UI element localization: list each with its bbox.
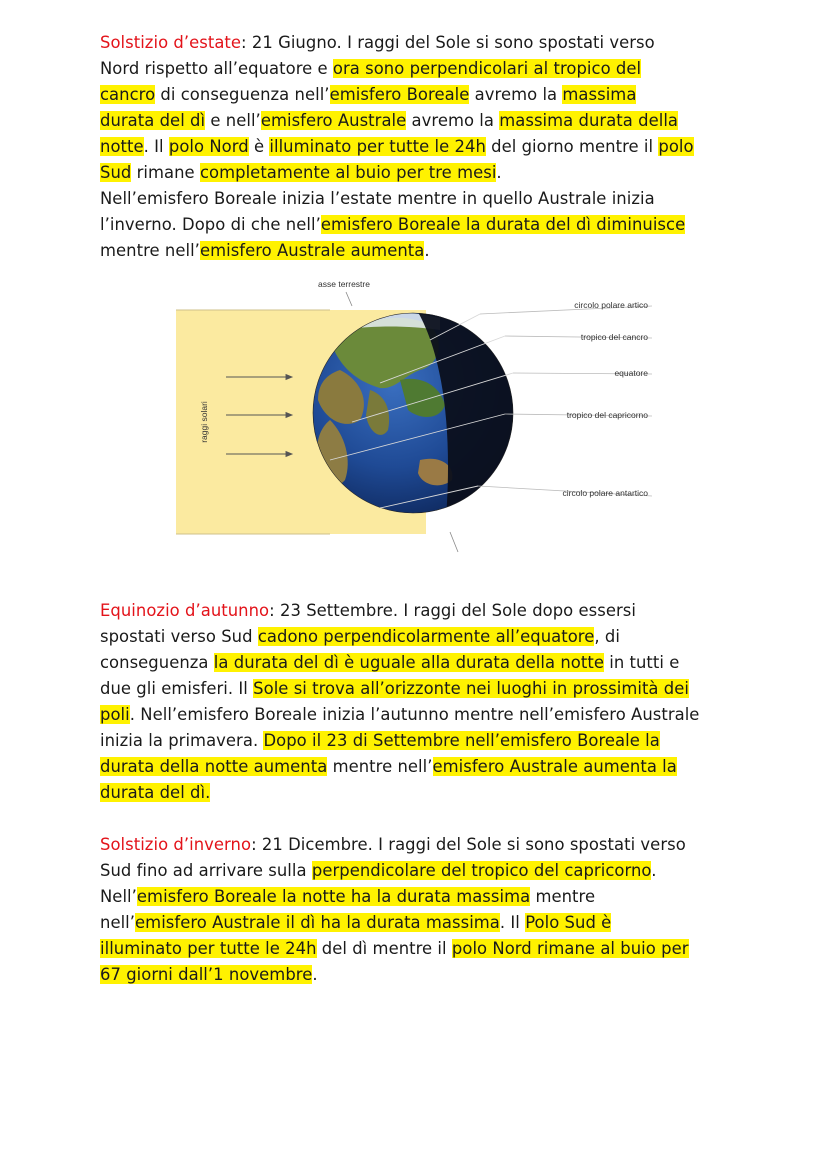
text-run: Sud fino ad arrivare sulla (100, 861, 312, 880)
highlighted-text: Dopo il 23 di Settembre nell’emisfero Boreale la (263, 731, 660, 750)
text-run: avremo la (406, 111, 500, 130)
highlighted-text: massima durata della (499, 111, 679, 130)
text-run: Nell’emisfero Boreale inizia l’estate mentre in quello Australe inizia (100, 189, 655, 208)
text-run: avremo la (469, 85, 563, 104)
text-line (100, 728, 740, 754)
text-run: inizia la primavera. (100, 731, 264, 750)
text-run: conseguenza (100, 653, 214, 672)
highlighted-text: emisfero Australe il dì ha la durata massima (135, 913, 500, 932)
highlighted-text: completamente al buio per tre mesi (199, 163, 497, 182)
text-line (100, 82, 740, 108)
text-line (100, 160, 740, 186)
highlighted-text: emisfero Boreale la notte ha la durata massima (136, 887, 531, 906)
text-run: . (496, 163, 502, 182)
highlighted-text: emisfero Boreale (329, 85, 470, 104)
text-run: Nord rispetto all’equatore e (100, 59, 333, 78)
text-run: . (651, 861, 657, 880)
paragraph-autumn-equinox (100, 598, 740, 806)
text-line (100, 676, 740, 702)
text-run: mentre nell’ (327, 757, 433, 776)
highlighted-text: durata del dì (100, 111, 206, 130)
text-line (100, 30, 740, 56)
text-run: del giorno mentre il (485, 137, 659, 156)
text-run: . Il (143, 137, 169, 156)
text-line (100, 702, 740, 728)
text-run: : 21 Dicembre. I raggi del Sole si sono spostati verso (251, 835, 686, 854)
text-run: : 21 Giugno. I raggi del Sole si sono spostati verso (241, 33, 655, 52)
text-line (100, 134, 740, 160)
label-tropic-capricorn: tropico del capricorno (566, 410, 648, 420)
highlighted-text: perpendicolare del tropico del capricorno (311, 861, 652, 880)
text-run: spostati verso Sud (100, 627, 258, 646)
label-antarctic-circle: circolo polare antartico (562, 488, 648, 498)
text-line (100, 56, 740, 82)
text-line (100, 754, 740, 780)
highlighted-text: illuminato per tutte le 24h (269, 137, 486, 156)
axis-bottom (450, 532, 458, 552)
text-line (100, 186, 740, 212)
highlighted-text: polo Nord (168, 137, 249, 156)
highlighted-text: Sud (100, 163, 132, 182)
highlighted-text: polo (658, 137, 694, 156)
text-line (100, 108, 740, 134)
highlighted-text: emisfero Australe aumenta (199, 241, 425, 260)
highlighted-text: ora sono perpendicolari al tropico del (332, 59, 642, 78)
rays-label: raggi solari (199, 401, 209, 443)
text-line (100, 598, 740, 624)
section-title-summer-solstice: Solstizio d’estate (100, 33, 242, 52)
highlighted-text: Sole si trova all’orizzonte nei luoghi in prossimità dei (253, 679, 689, 698)
label-arctic-circle: circolo polare artico (574, 300, 648, 310)
highlighted-text: emisfero Boreale la durata del dì diminuisce (320, 215, 686, 234)
text-line (100, 624, 740, 650)
text-run: , di (594, 627, 620, 646)
text-line (100, 910, 740, 936)
text-run: . (424, 241, 430, 260)
text-run: due gli emisferi. Il (100, 679, 254, 698)
highlighted-text: illuminato per tutte le 24h (100, 939, 317, 958)
text-run: . Nell’emisfero Boreale inizia l’autunno mentre nell’emisfero Australe (129, 705, 700, 724)
highlighted-text: notte (100, 137, 144, 156)
section-title-autumn-equinox: Equinozio d’autunno (100, 601, 270, 620)
highlighted-text: emisfero Australe (260, 111, 407, 130)
highlighted-text: Polo Sud è (525, 913, 612, 932)
text-run: è (248, 137, 270, 156)
highlighted-text: polo Nord rimane al buio per (451, 939, 689, 958)
text-run: mentre (530, 887, 596, 906)
text-run: l’inverno. Dopo di che nell’ (100, 215, 321, 234)
text-run: del dì mentre il (316, 939, 452, 958)
section-title-winter-solstice: Solstizio d’inverno (100, 835, 252, 854)
paragraph-winter-solstice (100, 832, 740, 988)
highlighted-text: durata della notte aumenta (100, 757, 328, 776)
text-run: e nell’ (205, 111, 261, 130)
text-line (100, 858, 740, 884)
axis-label: asse terrestre (318, 279, 370, 289)
highlighted-text: la durata del dì è uguale alla durata della notte (213, 653, 604, 672)
text-line (100, 962, 740, 988)
text-line (100, 212, 740, 238)
label-equator: equatore (614, 368, 648, 378)
paragraph-summer-solstice (100, 30, 740, 264)
axis-top (346, 292, 352, 306)
highlighted-text: 67 giorni dall’1 novembre (100, 965, 313, 984)
highlighted-text: cadono perpendicolarmente all’equatore (257, 627, 595, 646)
highlighted-text: emisfero Australe aumenta la (432, 757, 677, 776)
label-tropic-cancer: tropico del cancro (580, 332, 648, 342)
text-run: . (312, 965, 318, 984)
text-run: mentre nell’ (100, 241, 200, 260)
text-run: Nell’ (100, 887, 137, 906)
highlighted-text: cancro (100, 85, 156, 104)
highlighted-text: durata del dì. (100, 783, 211, 802)
earth-illumination-diagram (0, 270, 828, 560)
text-line (100, 832, 740, 858)
text-line (100, 936, 740, 962)
text-run: . Il (499, 913, 526, 932)
text-line (100, 780, 740, 806)
text-line (100, 650, 740, 676)
text-line (100, 884, 740, 910)
highlighted-text: poli (100, 705, 130, 724)
highlighted-text: massima (562, 85, 637, 104)
text-run: nell’ (100, 913, 136, 932)
text-run: : 23 Settembre. I raggi del Sole dopo essersi (269, 601, 636, 620)
text-run: in tutti e (603, 653, 680, 672)
text-line (100, 238, 740, 264)
text-run: rimane (131, 163, 200, 182)
text-run: di conseguenza nell’ (155, 85, 330, 104)
